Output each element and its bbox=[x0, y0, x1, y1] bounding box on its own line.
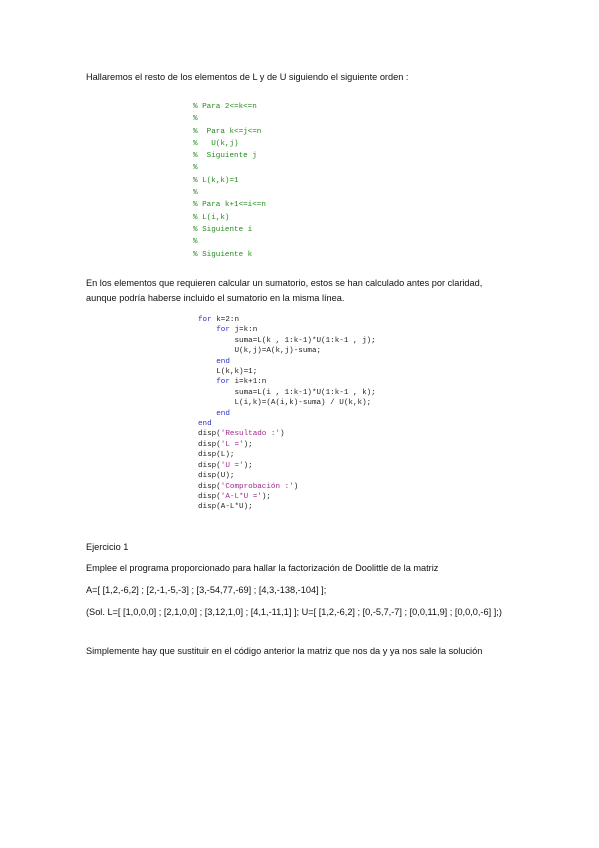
pseudocode-line: % U(k,j) bbox=[193, 139, 239, 148]
code-keyword: for bbox=[216, 378, 230, 387]
explanation-paragraph: En los elementos que requieren calcular un sumatorio, estos se han calculado antes por claridad, aunque podría haberse incluido el sumatorio en la misma línea. bbox=[86, 278, 483, 303]
code-line: L(k,k)=1; bbox=[216, 368, 258, 377]
code-line: disp(L); bbox=[198, 451, 235, 460]
code-line: U(k,j)=A(k,j)-suma; bbox=[234, 347, 322, 356]
code-line: for i=k+1:n bbox=[216, 378, 267, 387]
exercise-heading: Ejercicio 1 bbox=[86, 542, 129, 552]
matrix-a: A=[ [1,2,-6,2] ; [2,-1,-5,-3] ; [3,-54,77,-69] ; [4,3,-138,-104] ]; bbox=[86, 585, 327, 595]
intro-paragraph: Hallaremos el resto de los elementos de L y de U siguiendo el siguiente orden : bbox=[86, 72, 409, 82]
code-keyword: end bbox=[216, 409, 230, 418]
pseudocode-line: % bbox=[193, 189, 198, 198]
code-line: suma=L(k , 1:k-1)*U(1:k-1 , j); bbox=[234, 336, 376, 345]
code-keyword: end bbox=[216, 357, 230, 366]
code-line: for k=2:n bbox=[198, 316, 240, 324]
code-line: disp('L ='); bbox=[198, 440, 253, 449]
code-string: 'Resultado :' bbox=[220, 430, 281, 439]
pseudocode-line: % bbox=[193, 115, 198, 124]
code-string: 'Comprobación :' bbox=[220, 482, 294, 491]
code-keyword: end bbox=[198, 420, 212, 429]
pseudocode-line: % Para k<=j<=n bbox=[193, 127, 262, 136]
code-line bbox=[198, 409, 376, 419]
pseudocode-line: % Para 2<=k<=n bbox=[193, 103, 257, 111]
pseudocode-line: % L(k,k)=1 bbox=[193, 176, 239, 185]
solution-text: (Sol. L=[ [1,0,0,0] ; [2,1,0,0] ; [3,12,1,0] ; [4,1,-11,1] ]; U=[ [1,2,-6,2] ; [0,-5,7,-7] ; [0,0,11,9] ; [0,0,0,-6] ];) bbox=[86, 607, 502, 617]
code-line bbox=[198, 419, 376, 429]
pseudocode-line: % Siguiente i bbox=[193, 225, 253, 234]
code-line: disp(U); bbox=[198, 472, 235, 481]
pseudocode-line: % Siguiente k bbox=[193, 250, 253, 259]
pseudocode-line: % bbox=[193, 238, 198, 247]
code-line: L(i,k)=(A(i,k)-suma) / U(k,k); bbox=[234, 399, 372, 408]
code-keyword: for bbox=[216, 326, 230, 335]
code-keyword: for bbox=[198, 316, 212, 324]
pseudocode-line: % L(i,k) bbox=[193, 213, 230, 222]
code-line: for j=k:n bbox=[216, 326, 258, 335]
code-line: disp('Comprobación :') bbox=[198, 482, 299, 491]
pseudocode-line: % bbox=[193, 164, 198, 173]
matlab-code-block bbox=[198, 315, 376, 513]
pseudocode-line: % Para k+1<=i<=n bbox=[193, 201, 266, 210]
code-string: 'U =' bbox=[220, 461, 244, 470]
exercise-statement: Emplee el programa proporcionado para hallar la factorización de Doolittle de la matriz bbox=[86, 563, 439, 573]
pseudocode-line: % Siguiente j bbox=[193, 152, 257, 161]
pseudocode-block bbox=[193, 101, 266, 261]
code-line: disp('Resultado :') bbox=[198, 430, 285, 439]
code-line: disp('A-L*U ='); bbox=[198, 492, 271, 501]
code-string: 'L =' bbox=[220, 440, 244, 449]
code-line: suma=L(i , 1:k-1)*U(1:k-1 , k); bbox=[234, 388, 376, 397]
code-line: disp(A-L*U); bbox=[198, 503, 253, 512]
code-line: disp('U ='); bbox=[198, 461, 253, 470]
answer-text: Simplemente hay que sustituir en el código anterior la matriz que nos da y ya nos sale la solución bbox=[86, 646, 483, 656]
code-string: 'A-L*U =' bbox=[220, 492, 262, 501]
code-line bbox=[198, 357, 376, 367]
